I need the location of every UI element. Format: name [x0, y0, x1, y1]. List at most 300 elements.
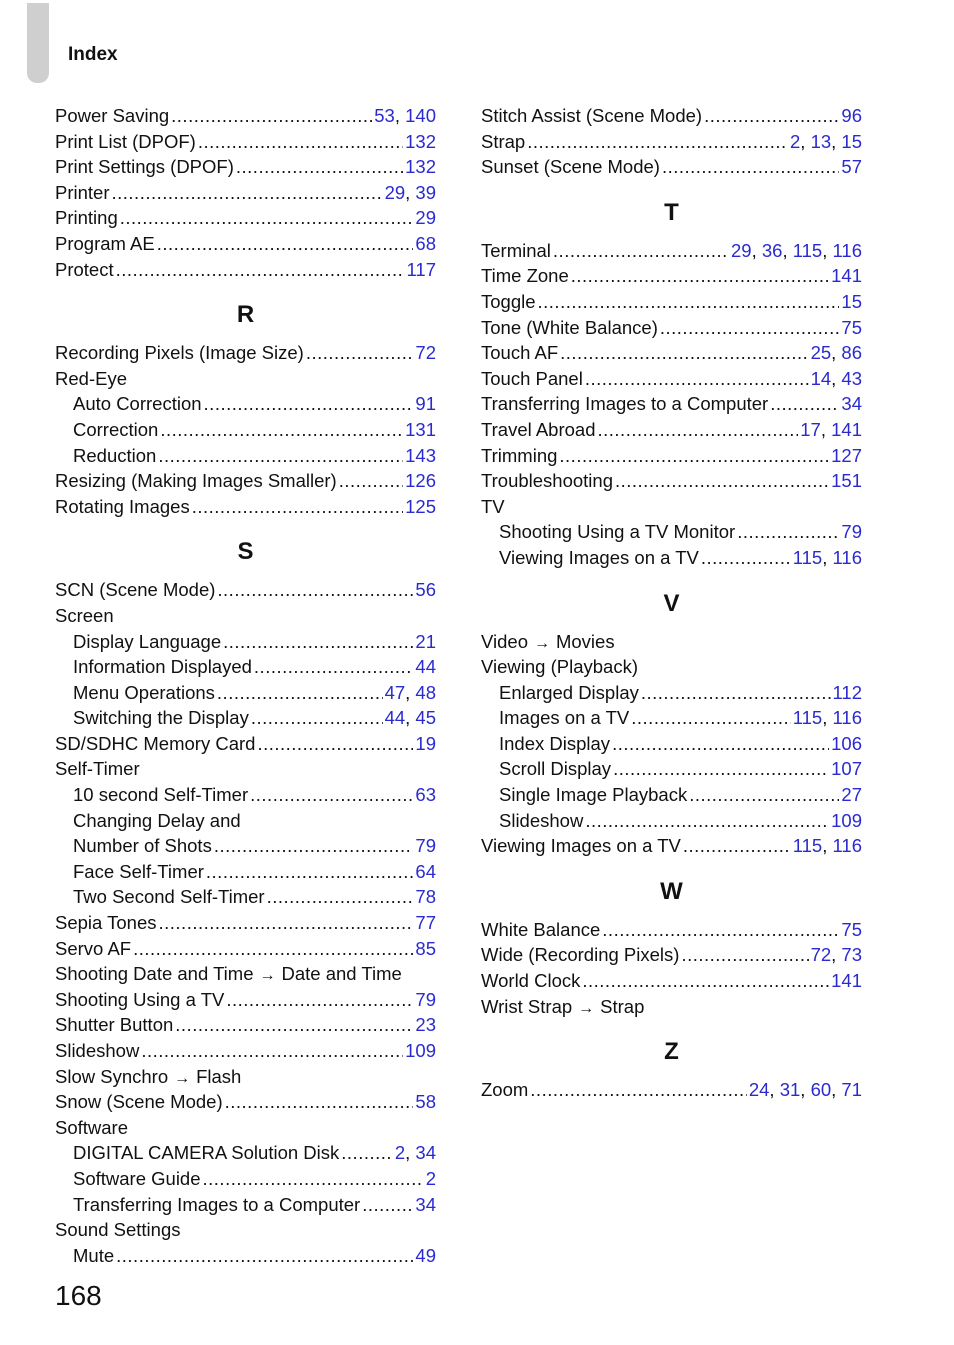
page-link[interactable]: 115: [792, 707, 823, 729]
page-link[interactable]: 49: [415, 1244, 436, 1266]
index-entry: [481, 129, 862, 155]
page-references: 29, 39: [384, 181, 436, 203]
index-term: Sepia Tones: [55, 912, 157, 934]
page-references: [415, 833, 436, 859]
index-entry: [55, 1012, 436, 1038]
index-entry: [481, 366, 862, 392]
index-subentry: [55, 629, 436, 655]
dot-leader: [585, 808, 829, 834]
index-entry: [481, 833, 862, 859]
page-references: [841, 103, 862, 129]
page-link[interactable]: 68: [415, 232, 436, 254]
page-link[interactable]: 14: [810, 367, 832, 389]
page-references: [405, 1038, 436, 1064]
dot-leader: [206, 859, 414, 885]
dot-leader: [217, 577, 413, 603]
dot-leader: [223, 629, 413, 655]
dot-leader: [160, 417, 403, 443]
page-references: [831, 968, 862, 994]
page-references: [415, 936, 436, 962]
index-entry: [481, 154, 862, 180]
page-link[interactable]: 36: [761, 239, 783, 261]
page-link[interactable]: 31: [779, 1079, 801, 1101]
index-term: Program AE: [55, 232, 155, 254]
page-link[interactable]: 17: [800, 418, 821, 440]
page-link[interactable]: 72: [415, 342, 436, 364]
page-references: [415, 1012, 436, 1038]
page-link[interactable]: 115: [792, 546, 823, 568]
index-term: Power Saving: [55, 105, 170, 126]
index-letter-heading: Z: [664, 1038, 679, 1066]
page-link[interactable]: 109: [831, 809, 862, 831]
page-link[interactable]: 141: [831, 970, 862, 992]
page-link[interactable]: 15: [841, 130, 862, 152]
page-references: [841, 391, 862, 417]
index-subentry: [55, 391, 436, 417]
page-references: [415, 910, 436, 936]
index-subentry: [55, 884, 436, 910]
page-references: [415, 654, 436, 680]
index-term: World Clock: [481, 970, 581, 992]
index-term: Reduction: [73, 444, 157, 466]
index-entry: [55, 231, 436, 257]
page-link[interactable]: 141: [831, 265, 862, 287]
index-term: Sound Settings: [55, 1219, 181, 1241]
dot-leader: [198, 129, 403, 155]
index-entry: [55, 468, 436, 494]
index-term: Printer: [55, 181, 110, 203]
index-term: Shooting Date and Time: [55, 963, 254, 985]
index-term: Resizing (Making Images Smaller): [55, 470, 337, 492]
page-references: [405, 443, 436, 469]
index-term: Protect: [55, 258, 114, 280]
index-term: Wide (Recording Pixels): [481, 944, 680, 966]
dot-leader: [250, 782, 413, 808]
page-link[interactable]: 29: [415, 207, 436, 229]
index-entry: [55, 603, 436, 629]
page-link[interactable]: 78: [415, 886, 436, 908]
dot-leader: [530, 1077, 747, 1103]
index-subentry: [481, 705, 862, 731]
page-link[interactable]: 58: [415, 1091, 436, 1113]
page-link[interactable]: 127: [831, 444, 862, 466]
index-term: Software: [55, 1116, 129, 1138]
page-link[interactable]: 115: [792, 239, 823, 261]
index-term: Time Zone: [481, 265, 569, 287]
page-link[interactable]: 72: [810, 944, 832, 966]
index-term: Slideshow: [55, 1040, 140, 1061]
index-term: Images on a TV: [499, 707, 630, 729]
page-link[interactable]: 109: [405, 1040, 436, 1061]
index-subentry: [55, 443, 436, 469]
page-link[interactable]: 43: [841, 367, 862, 389]
index-subentry: [55, 859, 436, 885]
dot-leader: [339, 468, 403, 494]
dot-leader: [582, 968, 829, 994]
index-entry: [55, 366, 436, 392]
page-link[interactable]: 85: [415, 937, 436, 959]
see-arrow-icon: →: [174, 1069, 191, 1087]
page-link[interactable]: 21: [415, 630, 436, 652]
index-letter-heading: T: [664, 198, 679, 226]
page-link[interactable]: 126: [405, 470, 436, 492]
page-link[interactable]: 56: [415, 579, 436, 601]
index-subentry: [55, 808, 436, 834]
page-link[interactable]: 141: [831, 418, 862, 440]
dot-leader: [225, 1089, 414, 1115]
index-entry: [481, 942, 862, 968]
index-term: Screen: [55, 604, 114, 626]
index-subentry: [481, 782, 862, 808]
dot-leader: [681, 942, 808, 968]
see-arrow-icon: →: [578, 999, 595, 1017]
index-entry: [55, 961, 436, 987]
dot-leader: [560, 340, 808, 366]
index-entry: [55, 129, 436, 155]
dot-leader: [770, 391, 839, 417]
page-link[interactable]: 115: [792, 835, 823, 857]
index-letter-heading: V: [663, 589, 680, 617]
index-term: Print Settings (DPOF): [55, 156, 234, 178]
index-term: Software Guide: [73, 1167, 201, 1189]
page-link[interactable]: 71: [841, 1079, 862, 1101]
page-link[interactable]: 143: [405, 444, 436, 466]
index-term: Scroll Display: [499, 758, 612, 780]
page-link[interactable]: 19: [415, 732, 436, 754]
dot-leader: [112, 180, 383, 206]
index-entry: [481, 289, 862, 315]
index-entry: [481, 468, 862, 494]
page-link[interactable]: 86: [841, 342, 862, 364]
page-link[interactable]: 60: [810, 1079, 832, 1101]
index-term: Display Language: [73, 630, 222, 652]
index-subentry: [55, 705, 436, 731]
page-references: 115, 116: [792, 707, 862, 729]
page-references: [415, 391, 436, 417]
page-references: [405, 129, 436, 155]
index-entry: [481, 238, 862, 264]
page-link[interactable]: 116: [832, 707, 862, 729]
dot-leader: [683, 833, 791, 859]
index-term: Shooting Using a TV Monitor: [499, 521, 736, 543]
see-reference: Movies: [555, 630, 615, 652]
dot-leader: [641, 680, 831, 706]
page-link[interactable]: 63: [415, 784, 436, 806]
page-link[interactable]: 15: [841, 290, 862, 312]
index-entry: [481, 1077, 862, 1103]
page-references: 115, 116: [792, 835, 862, 857]
index-entry: [55, 936, 436, 962]
page-link[interactable]: 45: [415, 707, 436, 729]
page-references: [841, 154, 862, 180]
dot-leader: [689, 782, 839, 808]
index-term: Correction: [73, 418, 159, 440]
dot-leader: [158, 443, 403, 469]
index-term: Rotating Images: [55, 495, 190, 517]
dot-leader: [341, 1140, 393, 1166]
page-references: [833, 680, 863, 706]
index-entry: [55, 756, 436, 782]
dot-leader: [192, 494, 403, 520]
section-tab-marker: [27, 3, 49, 83]
page-link[interactable]: 39: [415, 181, 436, 203]
page-references: [405, 154, 436, 180]
index-entry: [481, 391, 862, 417]
dot-leader: [203, 1166, 424, 1192]
page-link[interactable]: 29: [731, 239, 752, 261]
page-link[interactable]: 23: [415, 1014, 436, 1036]
page-references: 53, 140: [374, 105, 436, 126]
index-entry: [55, 1038, 436, 1064]
index-term: Stitch Assist (Scene Mode): [481, 105, 703, 126]
page-references: [415, 577, 436, 603]
dot-leader: [116, 1243, 413, 1269]
index-subentry: [481, 808, 862, 834]
index-term: Self-Timer: [55, 758, 140, 780]
page-references: [831, 756, 862, 782]
dot-leader: [571, 263, 829, 289]
page-link[interactable]: 106: [831, 732, 862, 754]
page-link[interactable]: 91: [415, 393, 436, 415]
page-link[interactable]: 48: [415, 681, 436, 703]
index-subentry: [55, 417, 436, 443]
page-link[interactable]: 64: [415, 860, 436, 882]
page-link[interactable]: 116: [832, 546, 862, 568]
page-references: [415, 987, 436, 1013]
index-entry: [481, 443, 862, 469]
index-entry: [55, 154, 436, 180]
index-entry: [55, 340, 436, 366]
page-link[interactable]: 132: [405, 130, 436, 152]
dot-leader: [214, 833, 414, 859]
page-link[interactable]: 151: [831, 470, 862, 492]
page-link[interactable]: 34: [415, 1193, 436, 1215]
index-term: Touch AF: [481, 342, 559, 364]
index-entry: [55, 1064, 436, 1090]
page-references: [841, 315, 862, 341]
index-term: Strap: [481, 130, 526, 152]
index-term: Single Image Playback: [499, 784, 688, 806]
index-term: Transferring Images to a Computer: [481, 393, 769, 415]
dot-leader: [141, 1038, 403, 1064]
page-references: [831, 263, 862, 289]
page-link[interactable]: 96: [841, 105, 862, 126]
index-term: Shooting Using a TV: [55, 988, 225, 1010]
index-term: Number of Shots: [73, 835, 212, 857]
dot-leader: [306, 340, 414, 366]
dot-leader: [527, 129, 788, 155]
index-entry: [55, 1115, 436, 1141]
page-link[interactable]: 112: [832, 681, 862, 703]
index-entry: [481, 968, 862, 994]
page-link[interactable]: 29: [384, 181, 406, 203]
page-link[interactable]: 34: [415, 1142, 436, 1164]
index-term: Auto Correction: [73, 393, 202, 415]
dot-leader: [120, 205, 414, 231]
index-subentry: [481, 545, 862, 571]
index-entry: [481, 994, 862, 1020]
page-references: [405, 417, 436, 443]
page-references: [405, 468, 436, 494]
index-term: Travel Abroad: [481, 418, 596, 440]
page-link[interactable]: 75: [841, 918, 862, 940]
index-column-left: [55, 103, 436, 1268]
page-references: [405, 494, 436, 520]
page-link[interactable]: 116: [832, 835, 862, 857]
index-term: Red-Eye: [55, 367, 127, 389]
page-link[interactable]: 131: [405, 418, 436, 440]
dot-leader: [631, 705, 790, 731]
page-link[interactable]: 73: [841, 944, 862, 966]
page-references: 25, 86: [810, 342, 862, 364]
index-entry: [481, 263, 862, 289]
page-link[interactable]: 79: [415, 988, 436, 1010]
page-link[interactable]: 132: [405, 156, 436, 178]
index-term: Changing Delay and: [73, 809, 241, 831]
page-references: [415, 1243, 436, 1269]
index-entry: [481, 917, 862, 943]
index-term: Wrist Strap: [481, 995, 573, 1017]
index-subentry: [55, 680, 436, 706]
index-entry: [55, 205, 436, 231]
page-link[interactable]: 2: [789, 130, 801, 152]
index-term: Switching the Display: [73, 707, 249, 729]
page-references: [415, 205, 436, 231]
dot-leader: [362, 1192, 413, 1218]
index-entry: [55, 180, 436, 206]
page-link[interactable]: 27: [841, 784, 862, 806]
index-term: TV: [481, 495, 505, 517]
dot-leader: [254, 654, 414, 680]
dot-leader: [157, 231, 414, 257]
dot-leader: [704, 103, 839, 129]
page-link[interactable]: 116: [832, 239, 862, 261]
page-references: [415, 231, 436, 257]
index-term: SD/SDHC Memory Card: [55, 732, 256, 754]
index-term: Information Displayed: [73, 656, 252, 678]
page-link[interactable]: 77: [415, 912, 436, 934]
see-arrow-icon: →: [533, 634, 550, 652]
page-references: [415, 629, 436, 655]
index-term: Viewing (Playback): [481, 656, 638, 678]
index-subentry: [481, 519, 862, 545]
page-link[interactable]: 117: [406, 258, 436, 280]
index-term: Printing: [55, 207, 118, 229]
index-term: Toggle: [481, 290, 536, 312]
page-references: 14, 43: [810, 367, 862, 389]
index-entry: [55, 987, 436, 1013]
page-link[interactable]: 47: [384, 681, 406, 703]
index-column-right: [481, 103, 862, 1103]
see-reference: Date and Time: [281, 963, 402, 985]
page-references: 2, 34: [394, 1142, 436, 1164]
index-entry: [55, 103, 436, 129]
index-term: Transferring Images to a Computer: [73, 1193, 361, 1215]
page-references: 47, 48: [384, 681, 436, 703]
index-entry: [481, 494, 862, 520]
page-link[interactable]: 13: [810, 130, 832, 152]
page-link[interactable]: 79: [415, 835, 436, 857]
dot-leader: [257, 731, 413, 757]
page-link[interactable]: 44: [415, 656, 436, 678]
index-subentry: [481, 756, 862, 782]
page-references: 115, 116: [792, 546, 862, 568]
index-term: Snow (Scene Mode): [55, 1091, 223, 1113]
index-term: Slideshow: [499, 809, 584, 831]
index-term: Sunset (Scene Mode): [481, 156, 660, 178]
section-title: Index: [68, 44, 118, 65]
page-link[interactable]: 125: [405, 495, 436, 517]
index-subentry: [55, 1243, 436, 1269]
page-link[interactable]: 79: [841, 521, 862, 543]
index-term: Mute: [73, 1244, 115, 1266]
page-references: [415, 1192, 436, 1218]
page-references: [415, 731, 436, 757]
index-term: Enlarged Display: [499, 681, 639, 703]
index-entry: [55, 257, 436, 283]
index-entry: [55, 1089, 436, 1115]
page-link[interactable]: 24: [748, 1079, 770, 1101]
index-letter-heading: S: [237, 538, 254, 566]
index-subentry: [55, 654, 436, 680]
page-link[interactable]: 25: [810, 342, 832, 364]
index-letter-heading: W: [660, 877, 683, 905]
page-references: 72, 73: [810, 944, 862, 966]
page-references: [407, 257, 437, 283]
see-reference: Strap: [600, 995, 645, 1017]
page-link[interactable]: 140: [405, 105, 436, 126]
page-link[interactable]: 44: [384, 707, 406, 729]
index-subentry: [55, 782, 436, 808]
page-references: [415, 1089, 436, 1115]
index-entry: [481, 629, 862, 655]
page-references: 17, 141: [800, 418, 862, 440]
page-link[interactable]: 53: [374, 105, 395, 126]
page-references: [841, 917, 862, 943]
index-term: Touch Panel: [481, 367, 583, 389]
dot-leader: [602, 917, 839, 943]
index-subentry: [55, 1140, 436, 1166]
dot-leader: [236, 154, 403, 180]
index-subentry: [481, 731, 862, 757]
page-link[interactable]: 2: [425, 1167, 436, 1189]
dot-leader: [204, 391, 414, 417]
page-link[interactable]: 75: [841, 316, 862, 338]
dot-leader: [660, 315, 840, 341]
dot-leader: [175, 1012, 413, 1038]
page-references: [426, 1166, 436, 1192]
page-references: [831, 443, 862, 469]
dot-leader: [598, 417, 799, 443]
index-entry: [481, 654, 862, 680]
page-link[interactable]: 2: [394, 1142, 406, 1164]
index-term: Two Second Self-Timer: [73, 886, 265, 908]
dot-leader: [553, 238, 729, 264]
page-link[interactable]: 107: [831, 758, 862, 780]
index-entry: [481, 103, 862, 129]
index-term: Menu Operations: [73, 681, 215, 703]
page-link[interactable]: 57: [841, 156, 862, 178]
see-reference: Flash: [196, 1065, 242, 1087]
index-term: Viewing Images on a TV: [481, 835, 681, 857]
page-link[interactable]: 34: [841, 393, 862, 415]
dot-leader: [116, 257, 405, 283]
dot-leader: [226, 987, 413, 1013]
dot-leader: [217, 680, 383, 706]
index-entry: [55, 731, 436, 757]
index-term: Terminal: [481, 239, 551, 261]
page-references: [415, 884, 436, 910]
